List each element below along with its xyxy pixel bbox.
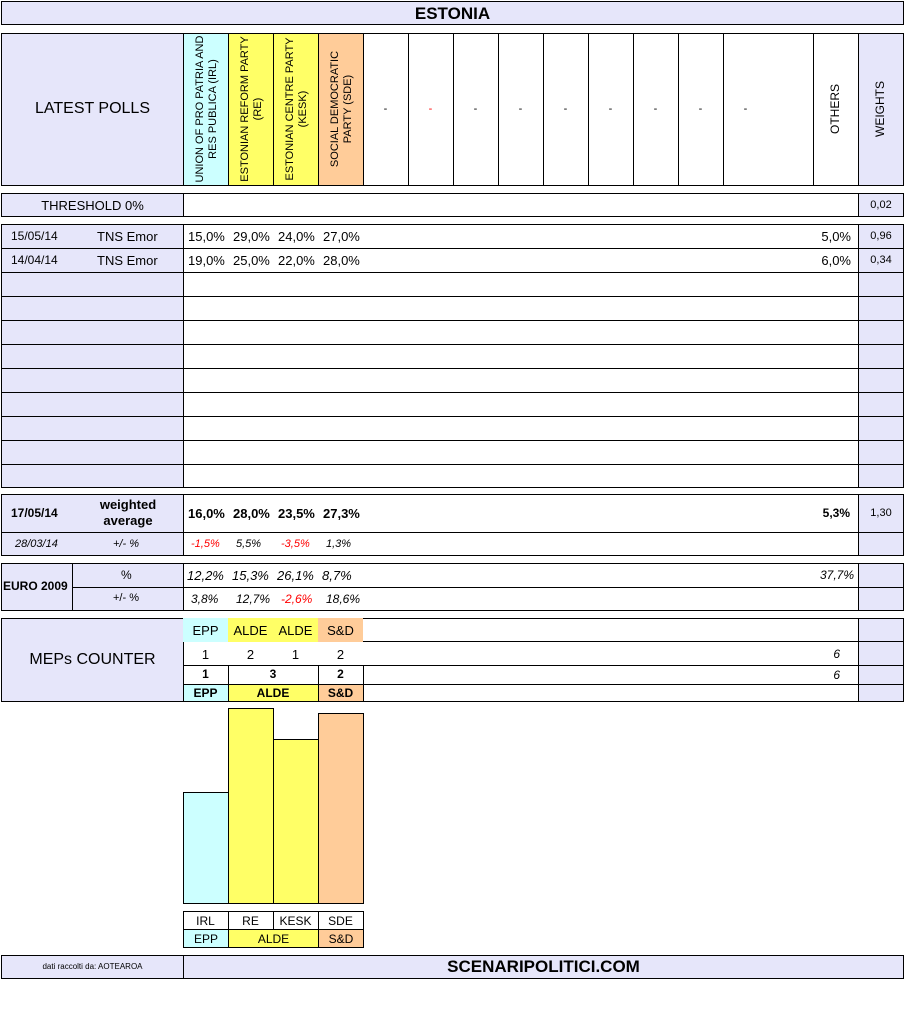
poll-row-line [1,440,904,441]
page-title: ESTONIA [414,4,491,23]
party-name: ESTONIAN REFORM PARTY (RE) [239,36,264,182]
poll-date: 14/04/14 [11,253,58,267]
weighted-label: weighted average [99,497,157,528]
weighted-weight: 1,30 [870,507,892,519]
others-label: OTHERS [827,84,842,135]
chart-category-label: RE [242,914,259,928]
poll-value: 24,0% [278,229,315,244]
weighted-diff: -3,5% [281,538,310,550]
empty-party-dash: - [698,103,703,115]
meps-grouped-seat: 2 [337,667,344,681]
meps-group: ALDE [233,623,268,638]
weighted-value: 23,5% [278,506,315,521]
empty-party-dash: - [653,103,658,115]
poll-weight: 0,96 [870,230,892,242]
meps-group: EPP [192,623,219,638]
meps-grouped-name: S&D [327,686,354,700]
empty-party-dash: - [743,103,748,115]
poll-date: 15/05/14 [11,229,58,243]
empty-party-dash: - [518,103,523,115]
euro-value: 15,3% [232,568,269,583]
latest-polls-label: LATEST POLLS [34,100,150,117]
weighted-others: 5,3% [822,506,850,520]
weighted-diff: 1,3% [326,538,352,550]
poll-row-line [1,272,904,273]
euro-others: 37,7% [819,568,854,582]
chart-bar [228,708,274,904]
meps-group: ALDE [278,623,313,638]
poll-row-line [1,464,904,465]
chart-group-label: EPP [193,932,218,946]
weighted-diff-date: 28/03/14 [15,538,58,550]
weights-label: WEIGHTS [873,81,888,137]
chart-bar [183,792,229,904]
meps-divider [318,665,319,702]
threshold-weight: 0,02 [870,199,892,211]
weighted-value: 16,0% [188,506,225,521]
poll-pollster: TNS Emor [97,253,158,268]
euro-diff: -2,6% [281,592,313,606]
poll-row-line [1,296,904,297]
euro-diff: 18,6% [326,592,361,606]
chart-group-label: ALDE [257,932,290,946]
meps-grouped-total: 6 [833,668,840,682]
weighted-diff: -1,5% [191,538,220,550]
empty-party-dash: - [563,103,568,115]
poll-value: 27,0% [323,229,360,244]
party-name: ESTONIAN CENTRE PARTY (KESK) [284,37,309,181]
poll-value: 28,0% [323,253,360,268]
euro-diff-label: +/- % [113,592,139,604]
euro-diff: 12,7% [236,592,271,606]
poll-row-line [1,392,904,393]
poll-row-line [1,416,904,417]
threshold-values-cell [183,193,859,217]
footer-site: SCENARIPOLITICI.COM [447,957,640,976]
meps-label: MEPs COUNTER [29,651,156,668]
poll-value: 19,0% [188,253,225,268]
weighted-diff-label: +/- % [113,538,139,550]
euro-value: 8,7% [322,568,352,583]
poll-value: 25,0% [233,253,270,268]
meps-grouped-name: ALDE [256,686,290,700]
weighted-value: 28,0% [233,506,270,521]
poll-row-line [1,368,904,369]
poll-others: 6,0% [821,253,851,268]
empty-party-dash: - [608,103,613,115]
meps-seat: 2 [246,647,255,662]
poll-value: 22,0% [278,253,315,268]
chart-category-label: IRL [196,914,215,928]
poll-value: 15,0% [188,229,225,244]
euro-diff: 3,8% [191,592,219,606]
chart-bar [273,739,319,904]
empty-party-dash: - [383,103,388,115]
meps-right [858,618,904,702]
meps-total: 6 [833,647,840,661]
poll-row-line [1,248,904,249]
meps-seat: 1 [201,647,210,662]
poll-others: 5,0% [821,229,851,244]
meps-grouped-seat: 3 [269,667,277,681]
euro-value: 12,2% [187,568,224,583]
poll-pollster: TNS Emor [97,229,158,244]
euro-pct-label: % [121,568,132,582]
euro-label: EURO 2009 [3,579,68,593]
chart-bar [318,713,364,904]
meps-grouped-seat: 1 [202,667,209,681]
party-name: SOCIAL DEMOCRATIC PARTY (SDE) [329,50,354,168]
poll-row-line [1,344,904,345]
euro-value: 26,1% [277,568,314,583]
meps-grouped-name: EPP [193,686,218,700]
poll-weight: 0,34 [870,254,892,266]
threshold-label: THRESHOLD 0% [41,198,144,213]
meps-seat: 2 [336,647,345,662]
empty-party-dash: - [428,103,433,115]
meps-seat: 1 [291,647,300,662]
chart-group-label: S&D [328,932,354,946]
meps-group: S&D [327,623,354,638]
weighted-right [858,494,904,556]
party-name: UNION OF PRO PATRIA AND RES PUBLICA (IRL) [194,35,219,183]
poll-value: 29,0% [233,229,270,244]
empty-party-dash: - [473,103,478,115]
weighted-date: 17/05/14 [11,506,58,520]
chart-category-label: SDE [328,914,353,928]
meps-divider [228,665,229,702]
footer-source: dati raccolti da: AOTEAROA [42,962,143,971]
weighted-diff: 5,5% [236,538,262,550]
poll-row-line [1,320,904,321]
weighted-value: 27,3% [323,506,360,521]
chart-category-label: KESK [279,914,312,928]
